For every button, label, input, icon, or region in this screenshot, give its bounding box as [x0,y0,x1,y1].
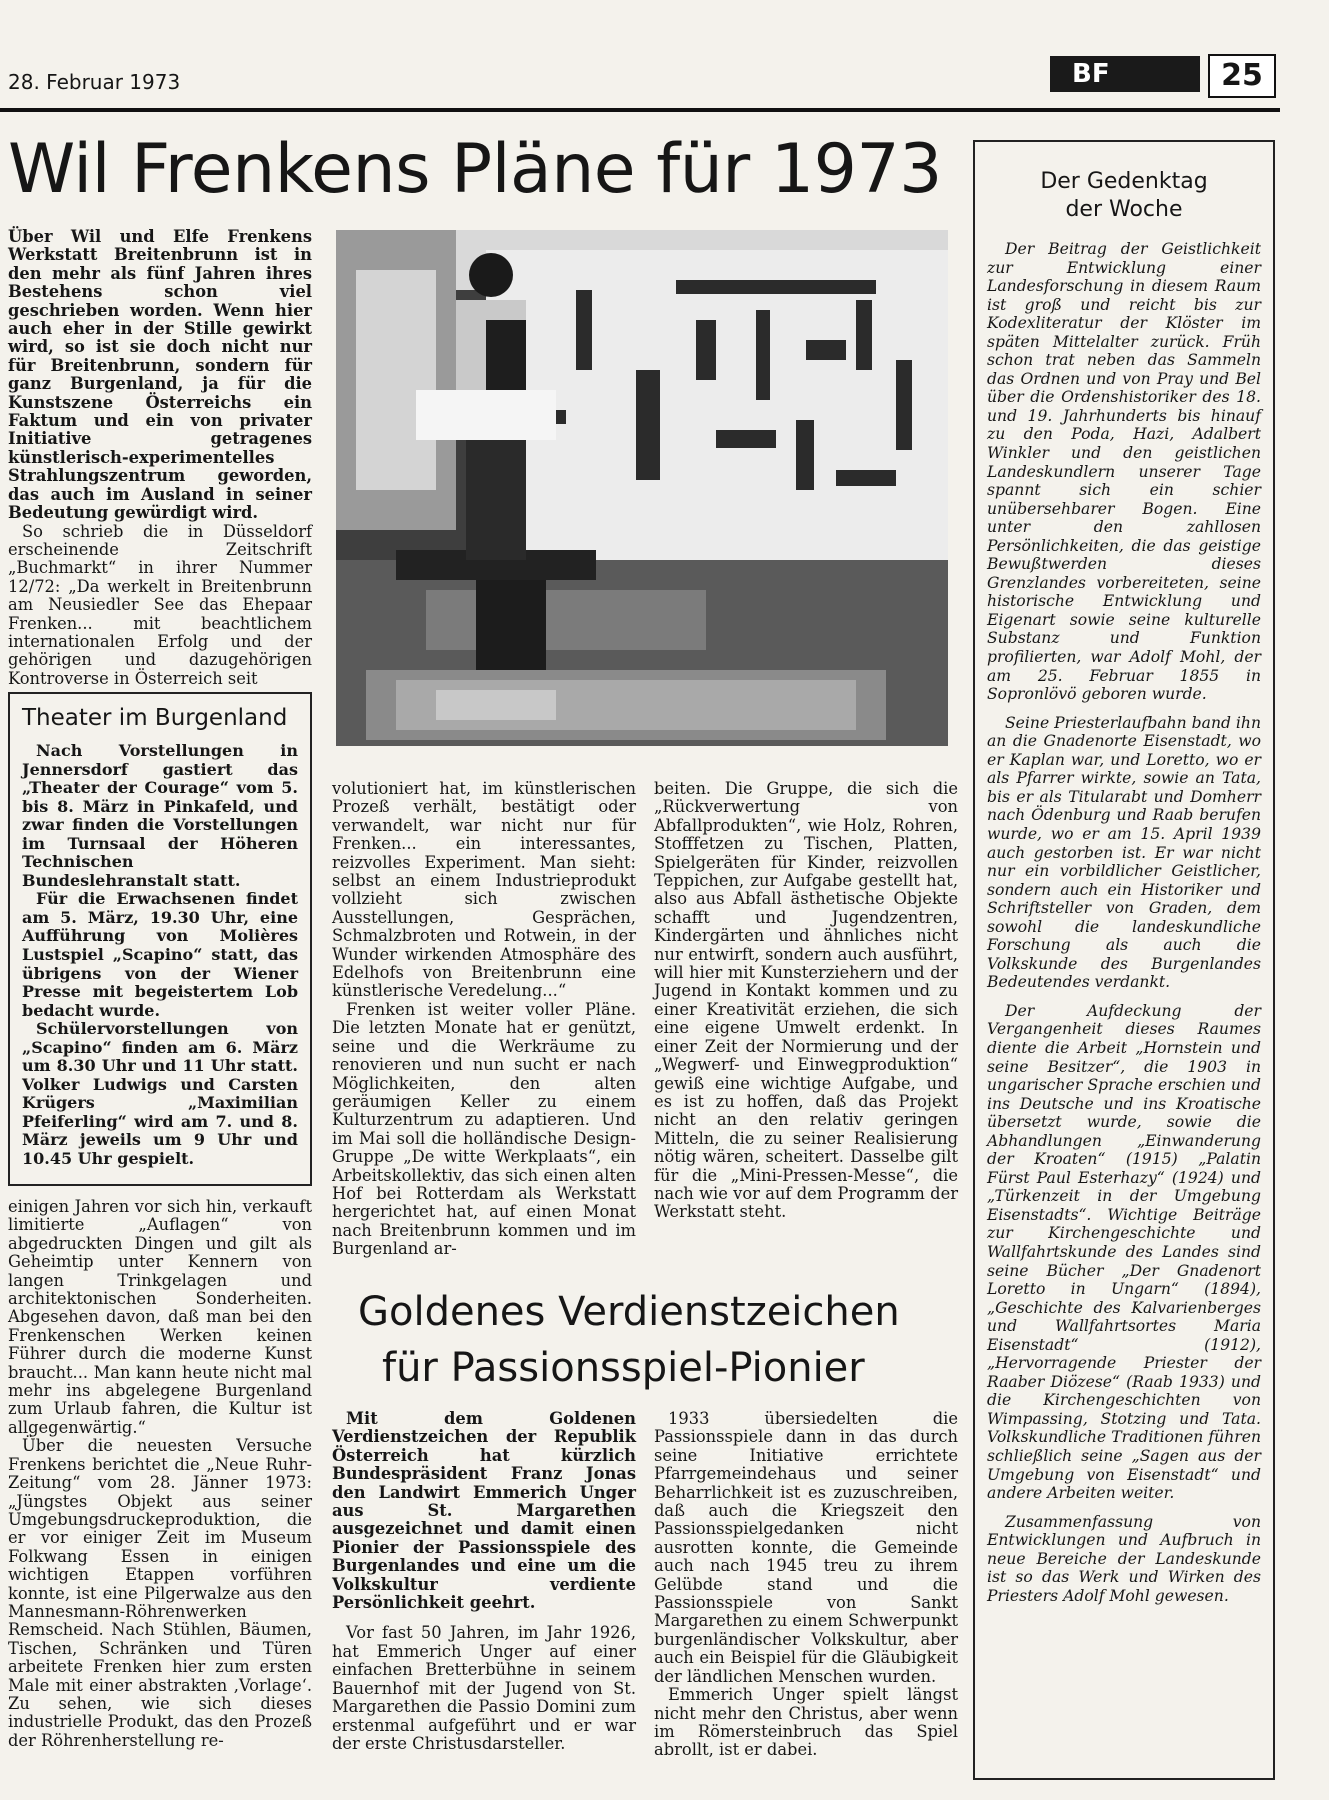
article-paragraph: So schrieb die in Düsseldorf erscheinende Zeitschrift „Buchmarkt“ in ihrer Nummer 12/72: „Da werkelt in Breitenbrunn am Neusiedler See das Ehepaar Frenken... mit beachtlichem internationalen Erfolg und der gehörigen und dazugehörigen Kontroverse in Österreich seit [8,521,312,688]
award-right-column [654,1410,958,1760]
theater-paragraph: Für die Erwachsenen findet am 5. März, 19.30 Uhr, eine Aufführung von Molières Lustspiel „Scapino“ statt, das übrigens von der Wiener Presse mit begeistertem Lob bedacht wurde. [22,889,298,1020]
article-paragraph: Frenken ist weiter voller Pläne. Die letzten Monate hat er genützt, seine und die Werkräume zu renovieren und nun sucht er nach Möglichkeiten, den alten geräumigen Keller zu einem Kulturzentrum zu adaptieren. Und im Mai soll die holländische Design-Gruppe „De witte Werkplaats“, ein Arbeitskollektiv, das sich einen alten Hof bei Rotterdam als Werkstatt hergerichtet hat, auf einen Monat nach Breitenbrunn kommen und im Burgenland ar- [332,999,636,1259]
memorial-sidebar [973,140,1275,1780]
sidebar-paragraph: Der Beitrag der Geistlichkeit zur Entwicklung einer Landesforschung in diesem Raum ist groß und reicht bis zur Kodexliteratur der Klöster im späten Mittelalter zurück. Früh schon trat neben das Sammeln das Ordnen und von Pray und Bel über die Ordenshistoriker des 18. und 19. Jahrhunderts bis hinauf zu den Poda, Hazi, Adalbert Winkler und den geistlichen Landeskundlern unserer Tage spannt sich ein schier unübersehbarer Bogen. Eine unter den zahllosen Persönlichkeiten, die das geistige Bewußtwerden dieses Grenzlandes vorbereiteten, seine historische Entwicklung und Eigenart sowie seine kulturelle Substanz und Funktion profilierten, war Adolf Mohl, der am 25. Februar 1855 in Sopronlövö geboren wurde. [987,240,1261,704]
article-paragraph: volutioniert hat, im künstlerischen Prozeß verhält, bestätigt oder verwandelt, war nicht nur für Frenken... ein interessantes, reizvolles Experiment. Man sieht: selbst an einem Industrieprodukt vollzieht sich zwischen Ausstellungen, Gesprächen, Schmalzbroten und Rotwein, in der Wunder wirkenden Atmosphäre des Edelhofs von Breitenbrunn eine künstlerische Veredelung...“ [332,779,636,1001]
header-rule [0,108,1280,112]
article-paragraph: Über die neuesten Versuche Frenkens berichtet die „Neue Ruhr-Zeitung“ vom 28. Jänner 1973: „Jüngstes Objekt aus seiner Umgebungsdruckeproduktion, die er vor einiger Zeit im Museum Folkwang Essen in einigen wichtigen Etappen vorführen konnte, ist eine Pilgerwalze aus den Mannesmann-Röhrenwerken Remscheid. Nach Stühlen, Bäumen, Tischen, Schränken und Türen arbeitete Frenken hier zum ersten Male mit einer abstrakten ‚Vorlage‘. Zu sehen, wie sich dieses industrielle Produkt, das den Prozeß der Röhrenherstellung re- [8,1436,312,1750]
award-paragraph: 1933 übersiedelten die Passionsspiele dann in das durch seine Initiative errichtete Pfarrgemeindehaus und seiner Beharrlichkeit ist es zuzuschreiben, daß auch die Kriegszeit den Passionsspielgedanken nicht ausrotten konnte, die Gemeinde auch nach 1945 treu zu ihrem Gelübde stand und die Passionsspiele von Sankt Margarethen zu einem Schwerpunkt burgenländischer Volkskultur, aber auch ein Beispiel für die Gläubigkeit der ländlichen Menschen wurden. [654,1409,958,1686]
article-photo [336,230,948,746]
award-headline-line2: für Passionsspiel-Pionier [382,1345,865,1391]
article-paragraph: einigen Jahren vor sich hin, verkauft limitierte „Auflagen“ von abgedruckten Dingen und gilt als Geheimtip unter Kennern von langen Trinkgelagen und architektonischen Sonderheiten. Abgesehen davon, daß man bei den Frenkenschen Werken keinen Führer durch die moderne Kunst braucht... Man kann heute nicht mal mehr ins abgelegene Burgenland zum Urlaub fahren, die Kultur ist allgegenwärtig.“ [8,1197,312,1437]
award-paragraph: Vor fast 50 Jahren, im Jahr 1926, hat Emmerich Unger auf einer einfachen Bretterbühne in seinem Bauernhof mit der Jugend von St. Margarethen die Passio Domini zum erstenmal aufgeführt und er war der erste Christusdarsteller. [332,1623,636,1753]
sidebar-paragraph: Seine Priesterlaufbahn band ihn an die Gnadenorte Eisenstadt, wo er Kaplan war, und Loretto, wo er als Pfarrer wirkte, sowie an Tata, bis er als Titularabt und Domherr nach Ödenburg und Raab berufen wurde, wo er am 15. April 1939 auch gestorben ist. Er war nicht nur ein vorbildlicher Geistlicher, sondern auch ein Historiker und Schriftsteller von Graden, dem sowohl die landeskundliche Forschung als auch die Volkskunde des Burgenlandes Bedeutendes verdankt. [987,713,1261,992]
theater-box-title: Theater im Burgenland [22,705,288,731]
page-number: 25 [1208,54,1276,98]
issue-date: 28. Februar 1973 [8,70,181,94]
sidebar-title [975,168,1273,224]
article-right-column [654,780,958,1222]
theater-paragraph: Schülervorstellungen von „Scapino“ finden am 6. März um 8.30 Uhr und 11 Uhr statt. Volker Ludwigs und Carsten Krügers „Maximilian Pfeiferling“ wird am 7. und 8. März jeweils um 9 Uhr und 10.45 Uhr gespielt. [22,1019,298,1169]
award-paragraph: Emmerich Unger spielt längst nicht mehr den Christus, aber wenn im Römersteinbruch das Spiel abrollt, ist er dabei. [654,1685,958,1760]
article-lead-column [8,228,312,688]
theater-paragraph: Nach Vorstellungen in Jennersdorf gastiert das „Theater der Courage“ vom 5. bis 8. März in Pinkafeld, und zwar finden die Vorstellungen im Turnsaal der Höheren Technischen Bundeslehranstalt statt. [22,741,298,890]
theater-box [8,692,312,1186]
award-lead: Mit dem Goldenen Verdienstzeichen der Republik Österreich hat kürzlich Bundespräsident Franz Jonas den Landwirt Emmerich Unger aus St. Margarethen ausgezeichnet und damit einen Pionier der Passionsspiele des Burgenlandes und eine um die Volkskultur verdiente Persönlichkeit geehrt. [332,1409,636,1613]
page-headline: Wil Frenkens Pläne für 1973 [8,130,942,209]
article-paragraph: beiten. Die Gruppe, die sich die „Rückverwertung von Abfallprodukten“, wie Holz, Rohren, Stofffetzen zu Tischen, Platten, Spielgeräten für Kinder, reizvollen Teppichen, zur Aufgabe gestellt hat, also aus Abfall ästhetische Objekte schafft und Jugendzentren, Kindergärten und ähnliches nicht nur entwirft, sondern auch ausführt, will hier mit Kunsterziehern und der Jugend in Kontakt kommen und zu einer Kreativität erziehen, die sich eine eigene Umwelt erdenkt. In einer Zeit der Normierung und der „Wegwerf- und Einwegproduktion“ gewiß eine wichtige Aufgabe, und es ist zu hoffen, daß das Projekt nicht an den relativ geringen Mitteln, die zu seiner Realisierung nötig wären, scheitert. Dasselbe gilt für die „Mini-Pressen-Messe“, die nach wie vor auf dem Programm der Werkstatt steht. [654,779,958,1222]
sidebar-paragraph: Zusammenfassung von Entwicklungen und Aufbruch in neue Bereiche der Landeskunde ist so das Werk und Wirken des Priesters Adolf Mohl gewesen. [987,1512,1261,1605]
sidebar-title-line1: Der Gedenktag [1040,169,1208,194]
workshop-photo-illustration [336,230,948,746]
sidebar-title-line2: der Woche [1065,197,1183,222]
award-left-column [332,1410,636,1753]
award-headline [358,1284,958,1396]
article-middle-column [332,780,636,1259]
article-lead: Über Wil und Elfe Frenkens Werkstatt Breitenbrunn ist in den mehr als fünf Jahren ihres Bestehens schon viel geschrieben worden. Wenn hier auch eher in der Stille gewirkt wird, so ist sie doch nicht nur für Breitenbrunn, sondern für ganz Burgenland, ja für die Kunstszene Österreichs ein Faktum und ein von privater Initiative getragenes künstlerisch-experimentelles Strahlungszentrum geworden, das auch im Ausland in seiner Bedeutung gewürdigt wird. [8,227,312,523]
sidebar-paragraph: Der Aufdeckung der Vergangenheit dieses Raumes diente die Arbeit „Hornstein und seine Besitzer“, die 1903 in ungarischer Sprache erschien und ins Deutsche und ins Kroatische übersetzt wurde, sowie die Abhandlungen „Einwanderung der Kroaten“ (1915) „Palatin Fürst Paul Esterhazy“ (1924) und „Türkenzeit in der Umgebung Eisenstadts“. Wichtige Beiträge zur Kirchengeschichte und Wallfahrtskunde des Landes sind seine Bücher „Der Gnadenort Loretto in Ungarn“ (1894), „Geschichte des Kalvarienberges und Wallfahrtsortes Maria Eisenstadt“ (1912), „Hervorragende Priester der Raaber Diözese“ (Raab 1933) und die Kirchengeschichten von Wimpassing, Stotzing und Tata. Volkskundliche Traditionen führen schließlich seine „Sagen aus der Umgebung von Eisenstadt“ und andere Arbeiten weiter. [987,1001,1261,1503]
article-continuation-column [8,1198,312,1750]
award-headline-line1: Goldenes Verdienstzeichen [358,1289,900,1335]
section-label: BF [1050,56,1200,92]
